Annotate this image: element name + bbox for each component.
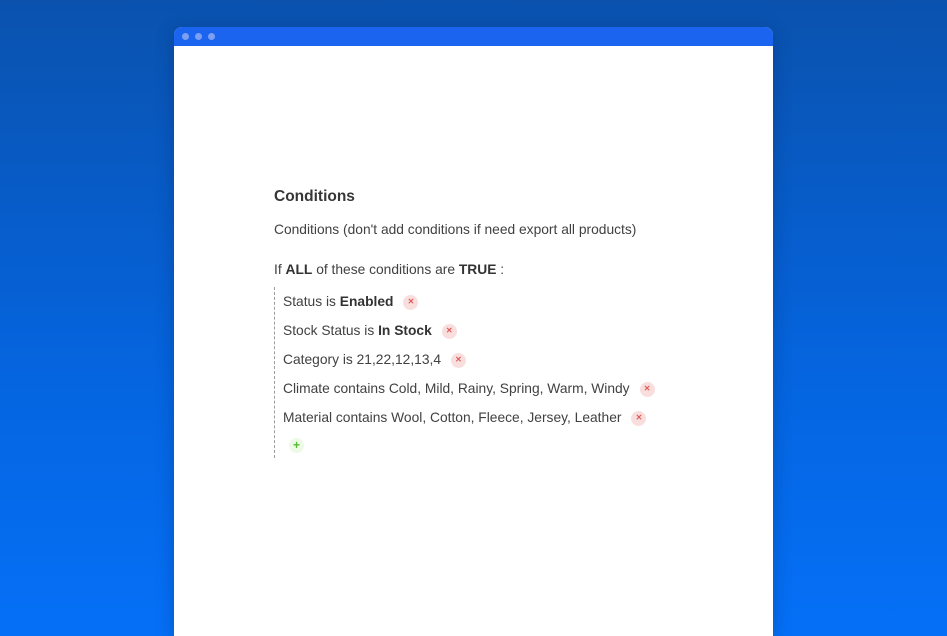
rule-if: If bbox=[274, 262, 282, 277]
condition-label: Material contains bbox=[283, 410, 388, 425]
plus-icon: + bbox=[292, 438, 300, 452]
condition-text[interactable] bbox=[283, 294, 393, 309]
condition-row bbox=[283, 403, 733, 432]
rule-true: TRUE bbox=[458, 262, 497, 277]
window-titlebar bbox=[174, 27, 773, 46]
remove-condition-button[interactable] bbox=[442, 324, 457, 339]
window-control-dot-1[interactable] bbox=[182, 33, 189, 40]
conditions-description: Conditions (don't add conditions if need export all products) bbox=[274, 222, 637, 237]
close-icon: ✕ bbox=[407, 297, 415, 307]
add-condition-row bbox=[283, 432, 733, 458]
condition-label: Category is bbox=[283, 352, 353, 367]
condition-text[interactable] bbox=[283, 381, 630, 396]
condition-value: 21,22,12,13,4 bbox=[356, 352, 442, 367]
close-icon: ✕ bbox=[635, 413, 643, 423]
close-icon: ✕ bbox=[455, 355, 462, 365]
condition-row bbox=[283, 345, 733, 374]
remove-condition-button[interactable] bbox=[631, 411, 646, 426]
condition-row bbox=[283, 316, 733, 345]
condition-label: Status is bbox=[283, 294, 336, 309]
close-icon: ✕ bbox=[643, 384, 651, 394]
remove-condition-button[interactable] bbox=[640, 382, 655, 397]
remove-condition-button[interactable] bbox=[403, 295, 418, 310]
conditions-heading: Conditions bbox=[274, 188, 355, 205]
condition-text[interactable] bbox=[283, 323, 432, 338]
rule-line bbox=[274, 259, 733, 281]
condition-row bbox=[283, 287, 733, 316]
condition-row bbox=[283, 374, 733, 403]
window-control-dot-3[interactable] bbox=[208, 33, 215, 40]
condition-label: Stock Status is bbox=[283, 323, 375, 338]
condition-value: Cold, Mild, Rainy, Spring, Warm, Windy bbox=[388, 381, 630, 396]
rule-colon: : bbox=[500, 262, 505, 277]
close-icon: ✕ bbox=[445, 326, 453, 336]
condition-text[interactable] bbox=[283, 410, 621, 425]
condition-value: Wool, Cotton, Fleece, Jersey, Leather bbox=[391, 410, 622, 425]
condition-value: In Stock bbox=[378, 323, 432, 338]
app-window bbox=[174, 27, 773, 636]
window-content bbox=[174, 46, 773, 458]
rule-middle: of these conditions are bbox=[316, 262, 456, 277]
rule-all: ALL bbox=[285, 262, 313, 277]
remove-condition-button[interactable] bbox=[451, 353, 466, 368]
condition-text[interactable] bbox=[283, 352, 441, 367]
conditions-list bbox=[274, 287, 733, 458]
window-control-dot-2[interactable] bbox=[195, 33, 202, 40]
condition-value: Enabled bbox=[339, 294, 394, 309]
add-condition-button[interactable] bbox=[289, 438, 304, 453]
condition-label: Climate contains bbox=[283, 381, 385, 396]
